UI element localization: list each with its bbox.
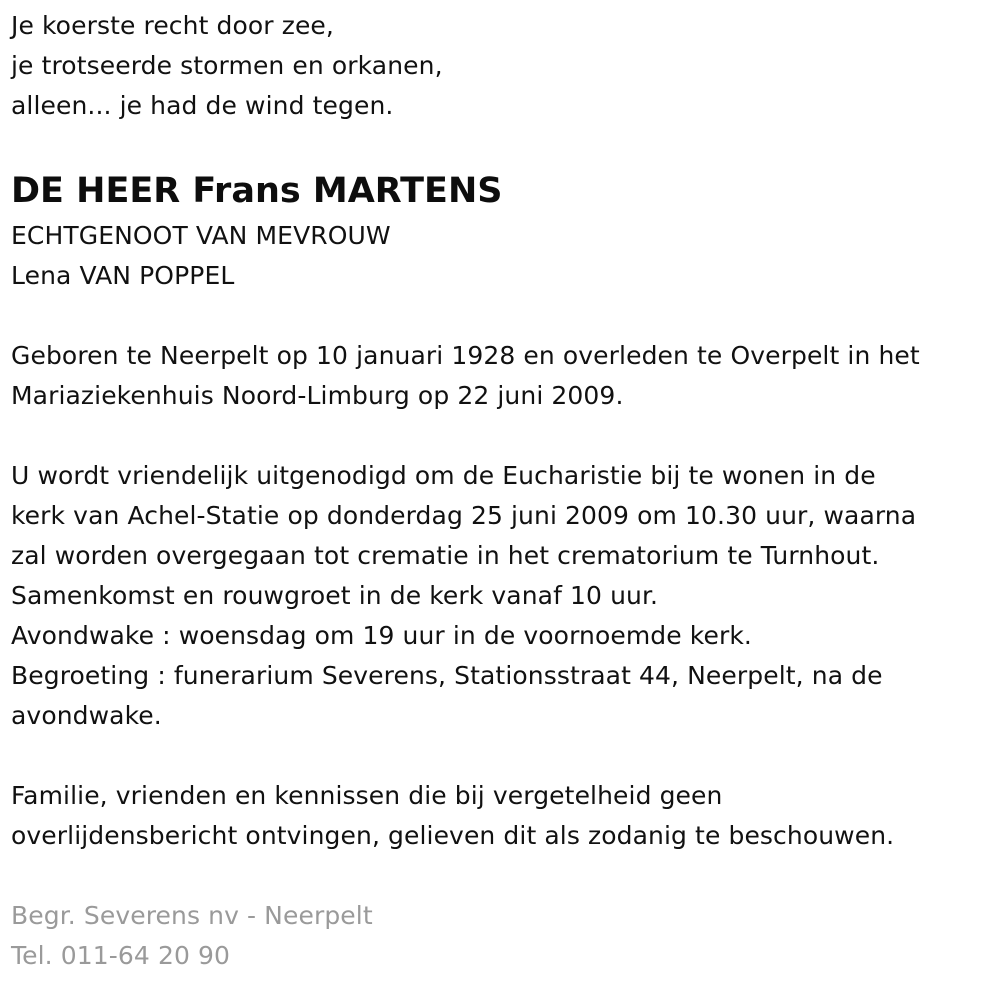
spacer: [11, 296, 986, 336]
undertaker-phone: Tel. 011-64 20 90: [11, 941, 231, 970]
spouse-label: ECHTGENOOT VAN MEVROUW: [11, 221, 391, 250]
paragraph-line: zal worden overgegaan tot crematie in het crematorium te Turnhout.: [11, 541, 880, 570]
paragraph-line: Samenkomst en rouwgroet in de kerk vanaf 10 uur.: [11, 581, 659, 610]
paragraph-line: Familie, vrienden en kennissen die bij vergetelheid geen: [11, 781, 723, 810]
spouse-name: Lena VAN POPPEL: [11, 261, 235, 290]
paragraph-line: kerk van Achel-Statie op donderdag 25 juni 2009 om 10.30 uur, waarna: [11, 501, 917, 530]
paragraph-line: Avondwake : woensdag om 19 uur in de voornoemde kerk.: [11, 621, 752, 650]
spacer: [11, 736, 986, 776]
paragraph-line: U wordt vriendelijk uitgenodigd om de Eucharistie bij te wonen in de: [11, 461, 876, 490]
paragraph-line: overlijdensbericht ontvingen, gelieven dit als zodanig te beschouwen.: [11, 821, 895, 850]
footer: [11, 896, 986, 976]
paragraph-line: Mariaziekenhuis Noord-Limburg op 22 juni 2009.: [11, 381, 624, 410]
poem-line: alleen... je had de wind tegen.: [11, 91, 394, 120]
obituary-notice: [11, 6, 986, 976]
deceased-block: [11, 170, 986, 296]
paragraph-line: Geboren te Neerpelt op 10 januari 1928 en overleden te Overpelt in het: [11, 341, 920, 370]
poem-line: je trotseerde stormen en orkanen,: [11, 51, 443, 80]
paragraph-line: Begroeting : funerarium Severens, Stationsstraat 44, Neerpelt, na de: [11, 661, 883, 690]
birth-death-paragraph: [11, 336, 986, 416]
poem: [11, 6, 986, 126]
notice-paragraph: [11, 776, 986, 856]
spacer: [11, 416, 986, 456]
poem-line: Je koerste recht door zee,: [11, 11, 334, 40]
ceremony-paragraph: [11, 456, 986, 736]
spacer: [11, 126, 986, 166]
spacer: [11, 856, 986, 896]
undertaker-name: Begr. Severens nv - Neerpelt: [11, 901, 373, 930]
paragraph-line: avondwake.: [11, 701, 162, 730]
deceased-name: DE HEER Frans MARTENS: [11, 171, 503, 211]
